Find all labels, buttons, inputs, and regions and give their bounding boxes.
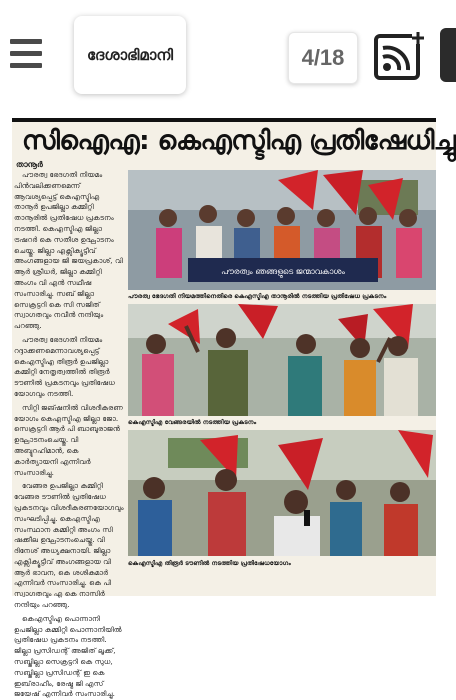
top-rule [12,118,436,122]
body-paragraph: പൗരത്വ ഭേദഗതി നിയമം റദ്ദാക്കണമെന്നാവശ്യപ്പെട്ട് കെഎസ്ടിഎ തിരൂർ ഉപജില്ലാ കമ്മിറ്റി നേതൃത്വത്തിൽ തിരൂർ ടൗണിൽ പ്രകടനവും പ്രതിഷേധ യോഗവും നടത്തി. [14,334,115,398]
app-bar [0,0,452,112]
photo-tanur-protest [128,170,436,290]
dateline: താനൂർ [16,160,43,169]
page-indicator-button[interactable] [288,32,358,84]
masthead-logo[interactable] [74,16,186,94]
photo-caption: കെഎസ്ടിഎ തിരൂർ ടൗണിൽ നടത്തിയ പ്രതിഷേധയോഗം [128,560,291,567]
headline: സിഐഎ: കെഎസ്ടിഎ പ്രതിഷേധിച്ചു [22,126,456,156]
protest-banner-text: പൗരത്വം ഞങ്ങളുടെ ജന്മാവകാശം [221,267,345,276]
article-body-column [14,170,124,699]
body-paragraph: സിറ്റി ജങ്ഷനിൽ വിശദീകരണ യോഗം കെഎസ്ടിഎ ജില്ലാ ജോ. സെക്രട്ടറി ആർ പി ബാബുരാജൻ ഉദ്ഘാടനംചെയ്തു. വി അബ്ദുറഹിമാൻ, കെ കാർത്യായനി എന്നിവർ സംസാരിച്ചു. [14,402,123,477]
photo-vengara-protest [128,304,436,416]
newspaper-clipping[interactable] [12,118,456,699]
side-panel-handle[interactable] [440,28,456,82]
photo-tirur-protest [128,430,436,556]
body-paragraph: കെഎസ്ടിഎ പൊന്നാനി ഉപജില്ലാ കമ്മിറ്റി പൊന്നാനിയിൽ പ്രതിഷേധ പ്രകടനം നടത്തി. ജില്ലാ പ്രസിഡന്റ് അജിത് ലൂക്ക്, സബ്ജില്ലാ സെക്രട്ടറി കെ സുധ, സബ്ജില്ലാ പ്രസിഡന്റ് ഇ കെ ഇബ്‌രാഹീം, രേഷ്മ ജി എസ് ജയേഷ് എന്നിവർ സംസാരിച്ചു. [14,613,122,699]
page-indicator: 4/18 [301,45,345,70]
masthead-title: ദേശാഭിമാനി [87,46,173,64]
photo-caption: കെഎസ്ടിഎ വേങ്ങരയിൽ നടത്തിയ പ്രകടനം [128,419,257,426]
rss-feed-icon[interactable] [372,30,426,84]
hamburger-icon[interactable] [8,36,44,72]
body-paragraph: പൗരത്വ ഭേദഗതി നിയമം പിൻവലിക്കണമെന്ന് ആവശ്യപ്പെട്ട് കെഎസ്ടിഎ താനൂർ ഉപജില്ലാ കമ്മിറ്റി താനൂരിൽ പ്രതിഷേധ പ്രകടനം നടത്തി. കെഎസ്ടിഎ ജില്ലാ ട്രഷറർ കെ സതീശ ഉദ്ഘാടനം ചെയ്തു. ജില്ലാ എക്സിക്യൂട്ടീവ് അംഗങ്ങളായ ജി ജയപ്രകാശ്, വി ആർ ശ്രീധർ, ജില്ലാ കമ്മിറ്റി അംഗം വി എൻ സഥീഷ സംസാരിച്ചു. സബ് ജില്ലാ സെക്രട്ടറി കെ സി സജിത് സ്വാഗതവും നവീൻ നന്ദിയും പറഞ്ഞു. [14,170,123,331]
photo-caption: പൗരത്വ ഭേദഗതി നിയമത്തിനെതിരെ കെഎസ്ടിഎ താനൂരിൽ നടത്തിയ പ്രതിഷേധ പ്രകടനം [128,293,387,300]
body-paragraph: വേങ്ങര ഉപജില്ലാ കമ്മിറ്റി വേങ്ങര ടൗണിൽ പ്രതിഷേധ പ്രകടനവും വിശദീകരണയോഗവും സംഘടിപ്പിച്ചു. കെഎസ്ടിഎ സംസ്ഥാന കമ്മിറ്റി അംഗം സി ഷക്കീല ഉദ്ഘാടനംചെയ്തു. വി ദിനേശ് അധ്യക്ഷനായി. ജില്ലാ എക്സിക്യൂട്ടീവ് അംഗങ്ങളായ വി ആർ ഭാവന, കെ ശശികുമാർ എന്നിവർ സംസാരിച്ചു. കെ പി സ്വാഗതവും എ കെ നാസിർ നന്ദിയും പറഞ്ഞു. [14,481,124,610]
